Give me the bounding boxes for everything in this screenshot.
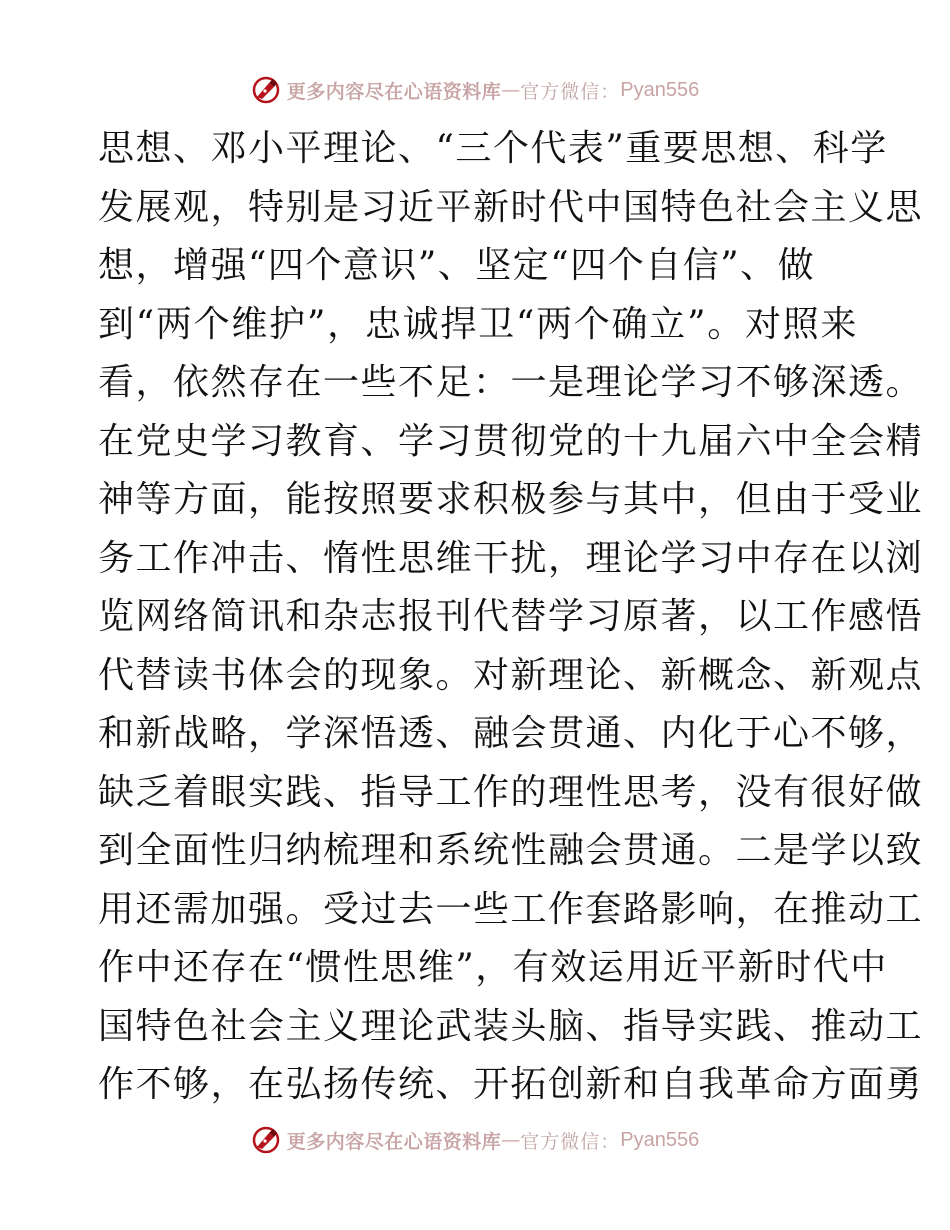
body-line: 代替读书体会的现象。对新理论、新概念、新观点 (98, 654, 924, 696)
header-banner (0, 72, 950, 108)
document-body (98, 120, 924, 1115)
pen-nib-logo-icon (251, 1125, 281, 1155)
body-line: 在党史学习教育、学习贯彻党的十九届六中全会精 (98, 420, 924, 462)
body-line: 看，依然存在一些不足：一是理论学习不够深透。 (98, 362, 924, 403)
banner-wechat-id: Pyan556 (620, 1128, 700, 1151)
body-line: 思想、邓小平理论、“三个代表”重要思想、科学 (98, 128, 888, 169)
body-line: 到“两个维护”，忠诚捍卫“两个确立”。对照来 (98, 303, 858, 345)
body-line: 览网络简讯和杂志报刊代替学习原著，以工作感悟 (98, 596, 924, 637)
body-line: 缺乏着眼实践、指导工作的理性思考，没有很好做 (98, 771, 924, 813)
banner-brand-text: 更多内容尽在心语资料库 (286, 80, 502, 103)
banner-wechat-id: Pyan556 (620, 78, 700, 101)
body-line: 作不够，在弘扬传统、开拓创新和自我革命方面勇 (98, 1064, 924, 1105)
banner-wechat-label: 官方微信： (520, 80, 621, 103)
body-line: 用还需加强。受过去一些工作套路影响，在推动工 (98, 888, 924, 930)
banner-separator: — (501, 79, 521, 101)
banner-brand-text: 更多内容尽在心语资料库 (286, 1130, 502, 1153)
body-line: 到全面性归纳梳理和系统性融会贯通。二是学以致 (98, 830, 924, 871)
pen-nib-logo-icon (251, 75, 281, 105)
footer-banner (0, 1122, 950, 1158)
banner-separator: — (501, 1129, 521, 1151)
banner-wechat-label: 官方微信： (520, 1130, 621, 1153)
body-line: 国特色社会主义理论武装头脑、指导实践、推动工 (98, 1005, 924, 1047)
body-line: 神等方面，能按照要求积极参与其中，但由于受业 (98, 479, 924, 520)
body-line: 发展观，特别是习近平新时代中国特色社会主义思 (98, 186, 924, 228)
body-line: 和新战略，学深悟透、融会贯通、内化于心不够， (98, 713, 924, 754)
body-line: 务工作冲击、惰性思维干扰，理论学习中存在以浏 (98, 537, 924, 579)
body-line: 想，增强“四个意识”、坚定“四个自信”、做 (98, 245, 816, 286)
body-line: 作中还存在“惯性思维”，有效运用近平新时代中 (98, 947, 888, 988)
